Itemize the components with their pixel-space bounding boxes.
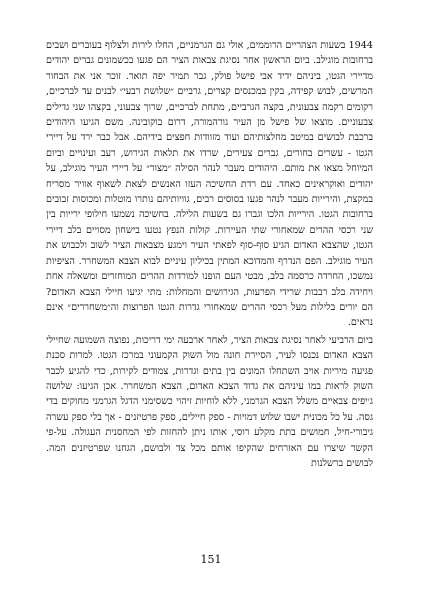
page-number: 151: [200, 553, 222, 566]
document-page: [46, 38, 373, 471]
paragraph: ביום הרביעי לאחר נסיגת צבאות הציר, לאחר ארבעה ימי דריכות, נפוצה השמועה שחיילי הצבא האדום נכנסו לעיר, הסיירת חונה מול השוק הקמעוני במרכז הגטו. למרות סכנת פגיעה מיריות אויב השתחלו המונים בין בתים וגדרות, צמודים לקירות, כדי להגיע לכבר השוק לראות במו עיניהם את גדוד הצבא האדום, הצבא המשחרר. אכן הגיעו: שלושה ג׳יפים צבאיים משלל הצבא הגרמני, ללא לוחיות זיהוי כשסימני הדגל הגרמני מחוקים בדי גסה. על כל מכונית ישבו שלוש דמויות - ספק חיילים, ספק פרטיזנים - אך בלי ספק עשרה גיבורי-חיל, חמושים בתת מקלע רוסי, אותו ניתן להחזות לפי המחסנית העגולה. על-פי הקשר שיצרו עם האזרחים שהקיפו אותם מכל צד ולבושם, הגחנו שפרטיזנים המה. לבושים ברשלנות: [46, 334, 373, 469]
paragraph: 1944 בשעות הצהריים הרוממים, אולי גם הגרמניים, החלו לירות ולצלוף בעוברים ושבים ברחובות מוגילב. ביום הראשון אחר נסיגת צבאות הציר הם פגעו בכשמונים גברים יהודים מדיירי הגטו, ביניהם ידיד אבי פישל פולק, גבר תמיר יפה תואר. זוכר אני את הבחור המרשים, לבוש קפידה, בקין במכנסים קצרים, גרביים ״שלושת רבעי״ לבנים עד לברכיים, רקומים רקמה צבעונית, בקצה הגרביים, מתחת לברכיים, שרוך צבעוני, בקצהו שני גדילים צבעוניים. מוצאו של פישל מן העיר גורהמורה, דרום בוקובינה. משם הגיעו היהודים ברכבת לבושים במיטב מחלצותיהם ועוד מזוודות חפצים בידיהם. אבל כבר ירד על דיירי הגטו - עשרים בחורים, גברים צעירים, שרדו את תלאות הגירוש, רעב ועינויים וביום המיוחל מצאו את מותם. היהודים מעבר לנהר הסילה ״מצור״ על דיירי העיר מוגילב, על יהודים ואוקראינים כאחד. עם רדת החשיכה העזו האנשים לצאת לשאוף אוויר מסריח במקצת, והירייות מעבר לנהר פגעו בסוסים רבים, גוויותיהם נותרו מוטלות ומכוסות זבובים ברחובות הגטו. הירייות הלכו וגברו גם בשעות הלילה. בחשיכה נשמעו חילופי ירייות בין שני רכסי ההרים שמאחורי שתי העיירות. קולות הנפץ נטעו בישחון מסויים בלב דיירי הגטו, שהצבא האדום הגיע סוף-סוף לפאתי העיר וימגע מצבאות הציר לשוב ולכבוש את העיר מוגילב. הפם הנדרף והמדוכא המתין בכיליון עיניים לבוא הצבא המשחרר. הציפיות נמשכו, החרדה כרסמה בלב, מבטי העם הופנו למורדות ההרים המוחזרים ומשאלה אחת ויחידה בלב רבבות שרידי הפרעות, הגירושים והמחלות: מתי יגיעו חיילי הצבא האדום? הם יורים בלילות מעל רכסי ההרים שמאחורי גדרות הגטו הפרוצות וה״משחררים״ אינם נראים.: [46, 40, 373, 329]
